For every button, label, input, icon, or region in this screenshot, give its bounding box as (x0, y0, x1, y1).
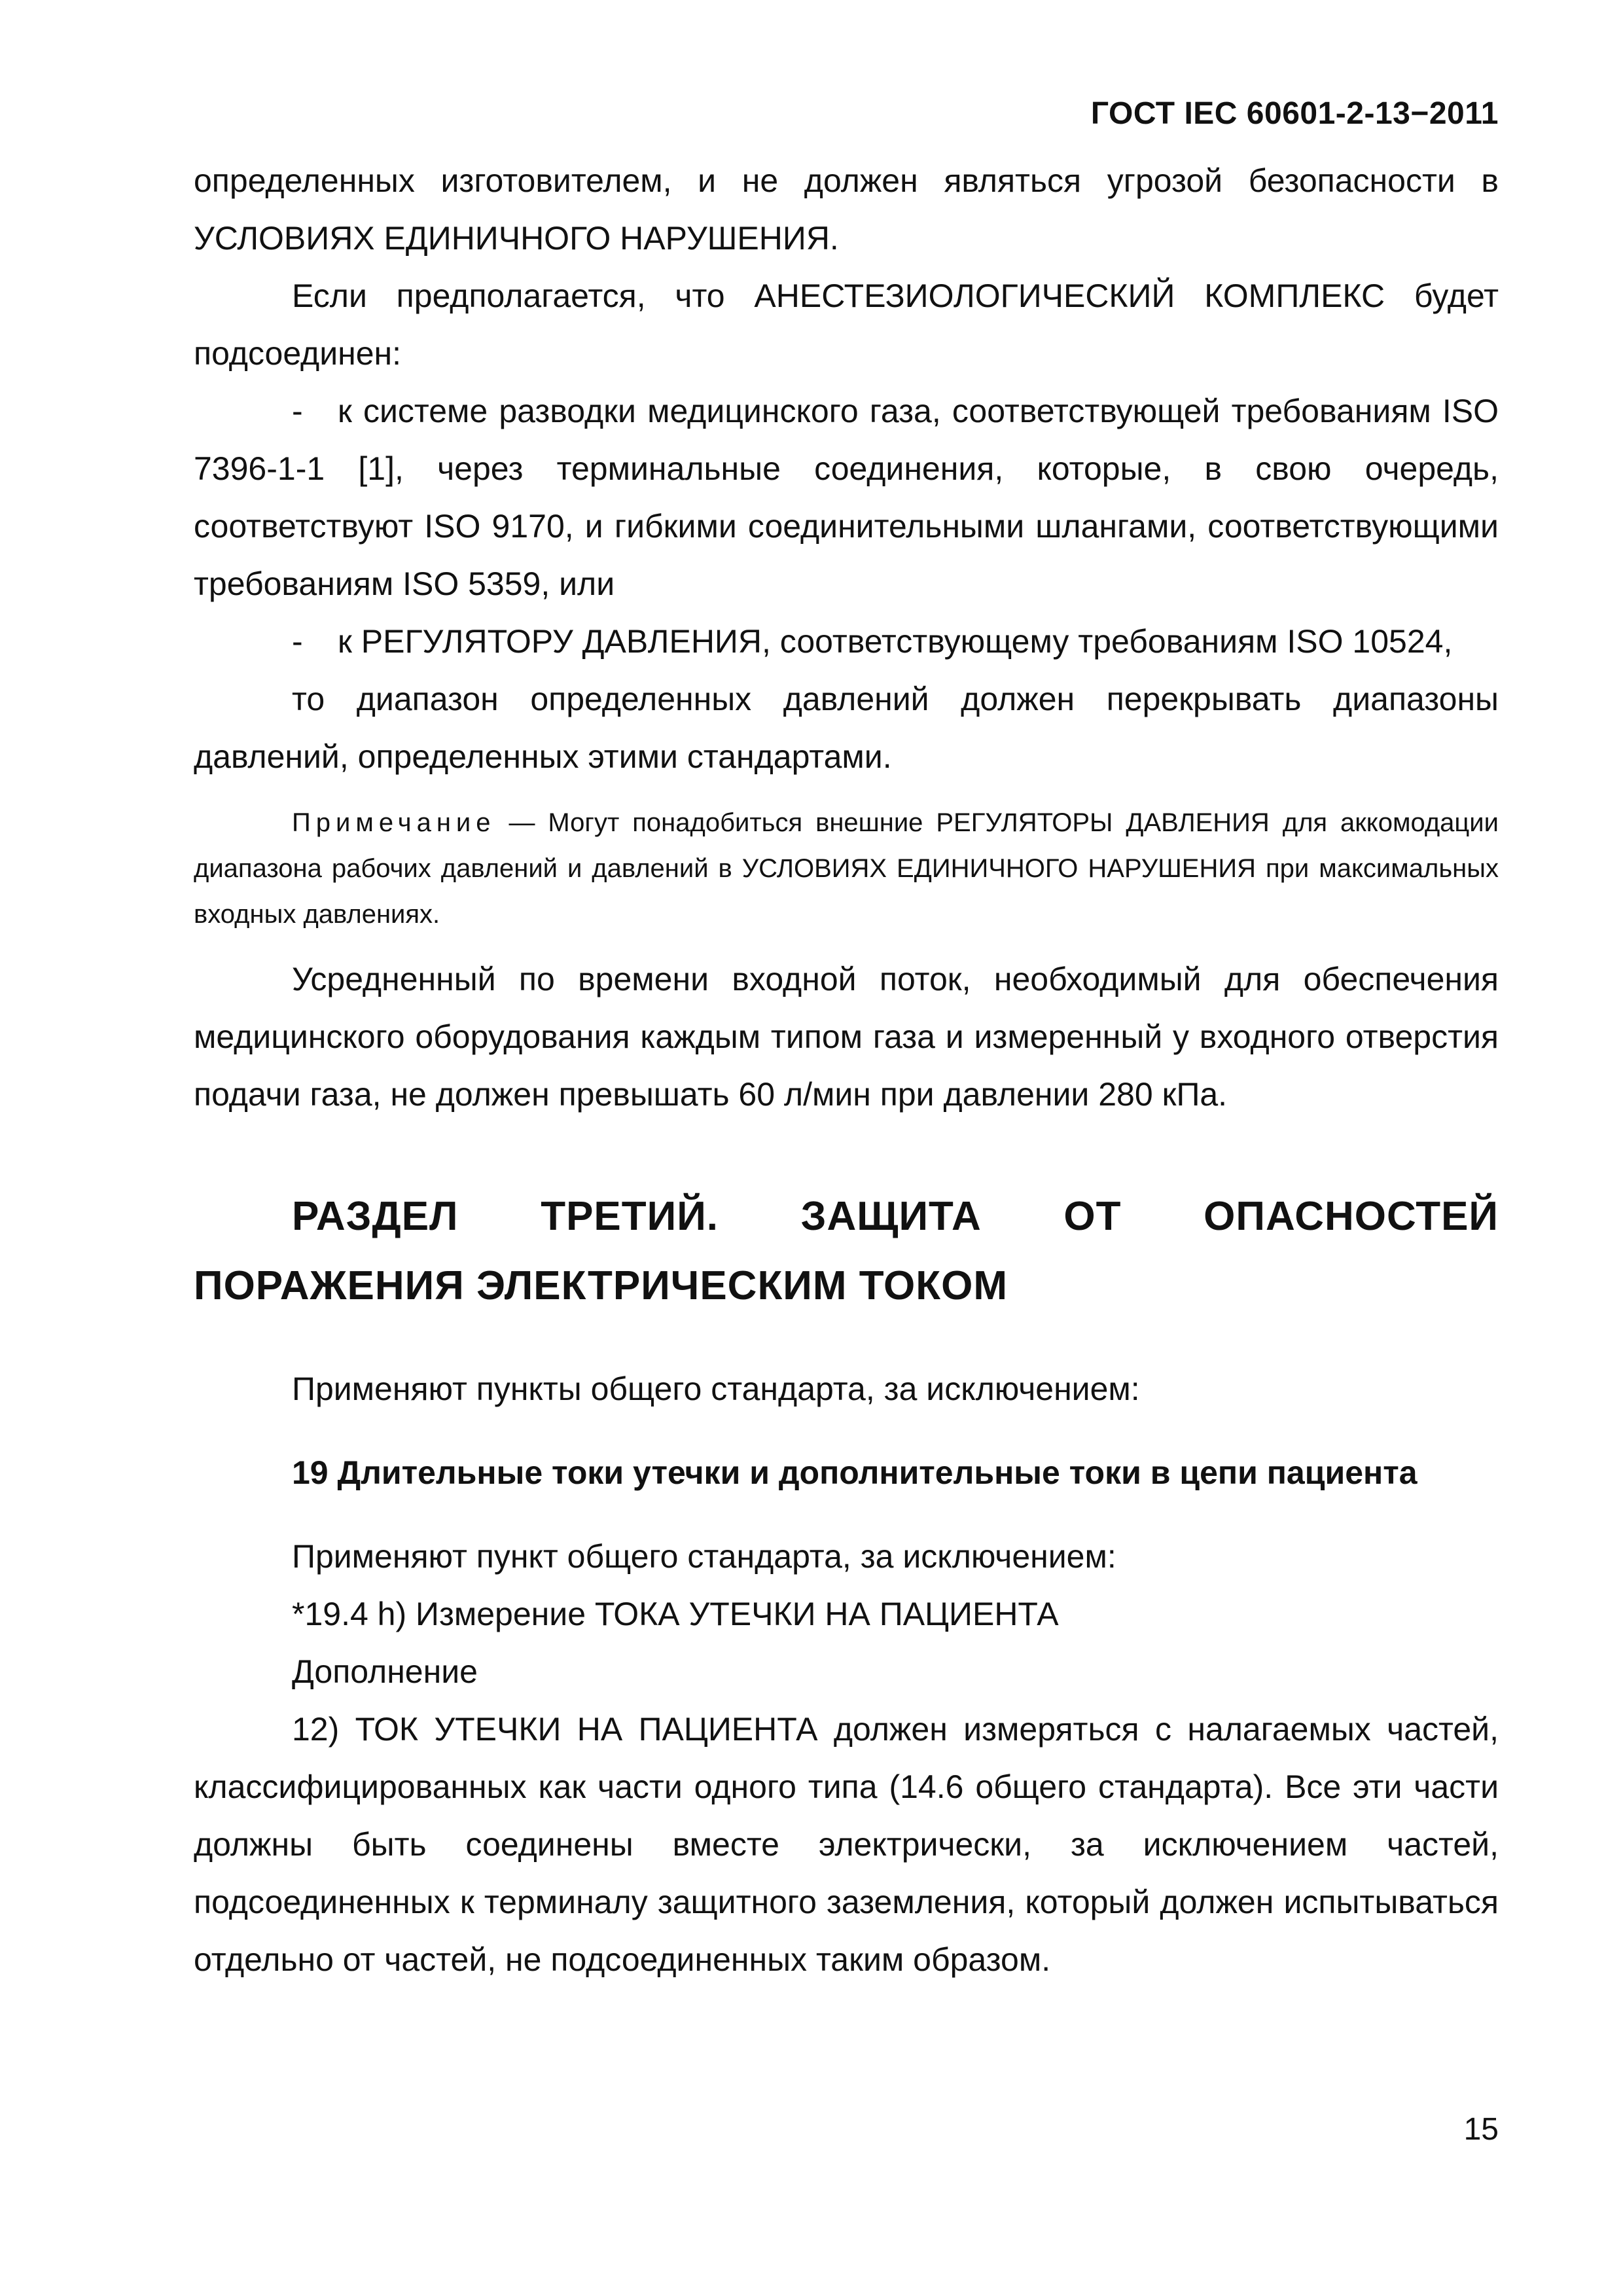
list-item-gas-pipeline (194, 382, 1499, 613)
document-body (194, 152, 1499, 1988)
list-dash: - (292, 393, 303, 429)
list-item-text: к системе разводки медицинского газа, соответствующей требованиям ISO 7396-1-1 [1], через терминальные соединения, которые, в свою очередь, соответствуют ISO 9170, и гибкими соединительными шлангами, соответствующими требованиям ISO 5359, или (194, 393, 1499, 602)
note-text: — Могут понадобиться внешние РЕГУЛЯТОРЫ ДАВЛЕНИЯ для аккомодации диапазона рабочих давлений и давлений в УСЛОВИЯХ ЕДИНИЧНОГО НАРУШЕНИЯ при максимальных входных давлениях. (194, 808, 1499, 929)
note-label: Примечание (292, 808, 496, 837)
addition-label: Дополнение (292, 1653, 478, 1690)
page-number: 15 (1463, 2112, 1499, 2147)
document-page (194, 0, 1499, 2296)
paragraph-continuation: определенных изготовителем, и не должен являться угрозой безопасности в УСЛОВИЯХ ЕДИНИЧНОГО НАРУШЕНИЯ. (194, 162, 1499, 257)
paragraph-inlet-flow: Усредненный по времени входной поток, необходимый для обеспечения медицинского оборудования каждым типом газа и измеренный у входного отверстия подачи газа, не должен превышать 60 л/мин при давлении 280 кПа. (194, 961, 1499, 1113)
section-intro: Применяют пункты общего стандарта, за исключением: (292, 1371, 1140, 1407)
paragraph-connection-condition: Если предполагается, что АНЕСТЕЗИОЛОГИЧЕСКИЙ КОМПЛЕКС будет подсоединен: (194, 278, 1499, 372)
subsection-title: 19 Длительные токи утечки и дополнительные токи в цепи пациента (292, 1454, 1418, 1491)
note (194, 800, 1499, 937)
clause-heading: *19.4 h) Измерение ТОКА УТЕЧКИ НА ПАЦИЕНТА (292, 1596, 1059, 1632)
paragraph-pressure-range: то диапазон определенных давлений должен перекрывать диапазоны давлений, определенных этими стандартами. (194, 681, 1499, 775)
list-dash: - (292, 623, 303, 660)
section-title: РАЗДЕЛ ТРЕТИЙ. ЗАЩИТА ОТ ОПАСНОСТЕЙ ПОРАЖЕНИЯ ЭЛЕКТРИЧЕСКИМ ТОКОМ (194, 1194, 1499, 1308)
document-header: ГОСТ IEC 60601-2-13−2011 (1090, 96, 1499, 131)
paragraph-item-12: 12) ТОК УТЕЧКИ НА ПАЦИЕНТА должен измеряться с налагаемых частей, классифицированных как части одного типа (14.6 общего стандарта). Все эти части должны быть соединены вместе электрически, за исключением частей, подсоединенных к терминалу защитного заземления, который должен испытываться отдельно от частей, не подсоединенных таким образом. (194, 1711, 1499, 1978)
list-item-text: к РЕГУЛЯТОРУ ДАВЛЕНИЯ, соответствующему требованиям ISO 10524, (338, 623, 1453, 660)
subsection-intro: Применяют пункт общего стандарта, за исключением: (292, 1538, 1116, 1575)
list-item-pressure-regulator (194, 613, 1499, 670)
